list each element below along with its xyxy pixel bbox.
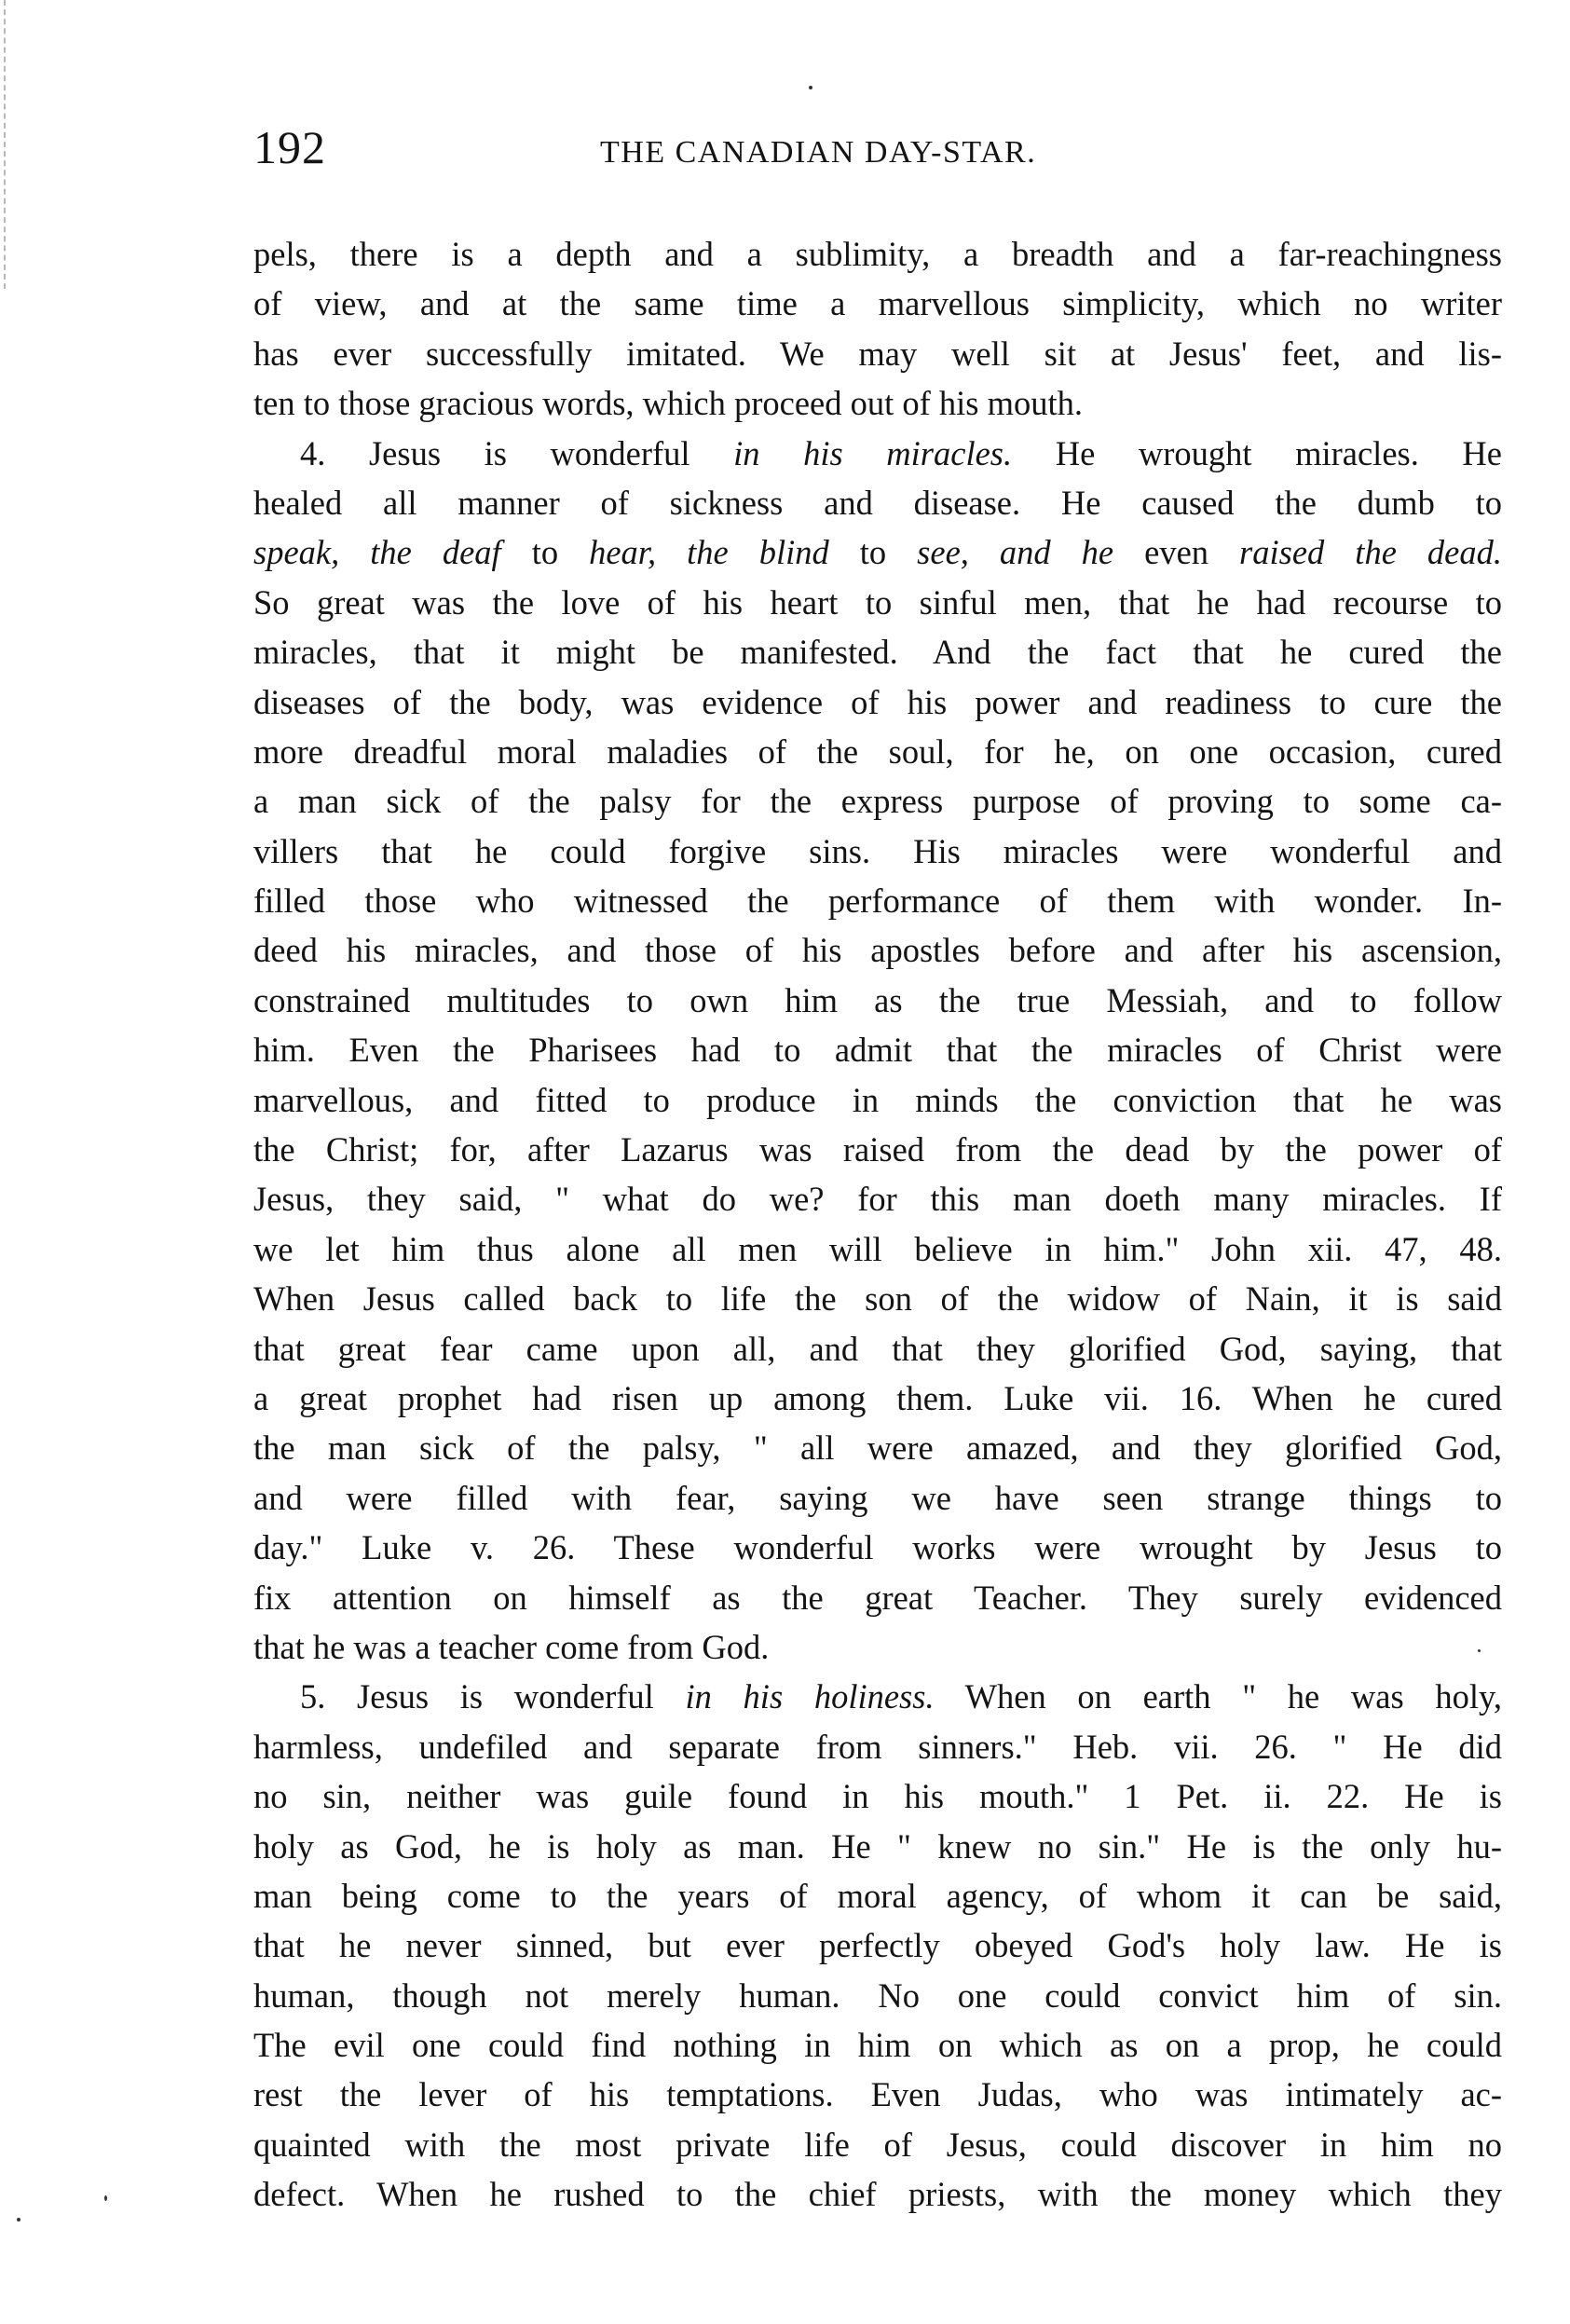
- text-line: When Jesus called back to life the son of the widow of Nain, it is said: [253, 1279, 1502, 1319]
- page-number: 192: [253, 121, 326, 173]
- text-line: marvellous, and fitted to produce in minds the conviction that he was: [253, 1080, 1502, 1119]
- text-line: filled those who witnessed the performance of them with wonder. In-: [253, 882, 1502, 921]
- text-line: him. Even the Pharisees had to admit that the miracles of Christ were: [253, 1031, 1502, 1070]
- emphasis-text: hear, the blind: [589, 533, 829, 572]
- text-line: human, though not merely human. No one could convict him of sin.: [253, 1975, 1502, 2015]
- text-line-with-emphasis: [253, 1672, 1502, 1721]
- text-line: a great prophet had risen up among them. Luke vii. 16. When he cured: [253, 1378, 1502, 1417]
- scan-margin-rule: [4, 0, 8, 289]
- text-line: the Christ; for, after Lazarus was raised from the dead by the power of: [253, 1130, 1502, 1169]
- text-line: villers that he could forgive sins. His miracles were wonderful and: [253, 831, 1502, 870]
- emphasis-text: speak, the deaf: [253, 533, 501, 572]
- text-line: has ever successfully imitated. We may well sit at Jesus' feet, and lis-: [253, 334, 1502, 373]
- text-line: we let him thus alone all men will believe in him." John xii. 47, 48.: [253, 1229, 1502, 1268]
- text-line: The evil one could find nothing in him on which as on a prop, he could: [253, 2026, 1502, 2065]
- text-line: and were filled with fear, saying we have seen strange things to: [253, 1478, 1502, 1517]
- text-line: no sin, neither was guile found in his mouth." 1 Pet. ii. 22. He is: [253, 1777, 1502, 1816]
- emphasis-holiness: in his holiness.: [685, 1677, 935, 1716]
- running-title: THE CANADIAN DAY-STAR.: [600, 135, 1037, 170]
- scan-speck: [104, 2195, 107, 2201]
- scan-speck: [809, 86, 812, 89]
- text-line: that he was a teacher come from God.: [253, 1627, 770, 1666]
- paragraph-lead-rest: He wrought miracles. He: [1012, 433, 1502, 472]
- running-header: [253, 119, 1502, 185]
- text-line: man being come to the years of moral agency, of whom it can be said,: [253, 1876, 1502, 1915]
- scan-speck: [17, 2218, 20, 2221]
- text-line: quainted with the most private life of Jesus, could discover in him no: [253, 2125, 1502, 2164]
- paragraph-lead: 5. Jesus is wonderful: [300, 1677, 686, 1716]
- emphasis-text: raised the dead.: [1239, 533, 1502, 572]
- text-line-with-emphasis: [253, 429, 1502, 478]
- text-line: ten to those gracious words, which proceed out of his mouth.: [253, 384, 1084, 423]
- paragraph-lead: 4. Jesus is wonderful: [300, 433, 734, 472]
- text-line: pels, there is a depth and a sublimity, a breadth and a far-reachingness: [253, 235, 1502, 273]
- text-line: of view, and at the same time a marvellous simplicity, which no writer: [253, 284, 1502, 323]
- text-line: that he never sinned, but ever perfectly obeyed God's holy law. He is: [253, 1926, 1502, 1965]
- text-line: more dreadful moral maladies of the soul, for he, on one occasion, cured: [253, 731, 1502, 771]
- emphasis-miracles: in his miracles.: [733, 433, 1013, 472]
- plain-text: to: [500, 533, 590, 572]
- text-line: fix attention on himself as the great Teacher. They surely evidenced: [253, 1578, 1502, 1617]
- text-line: constrained multitudes to own him as the true Messiah, and to follow: [253, 980, 1502, 1019]
- text-line-with-emphasis: [253, 527, 1502, 577]
- text-line: rest the lever of his temptations. Even Judas, who was intimately ac-: [253, 2075, 1502, 2114]
- body-text: [253, 229, 1502, 2220]
- text-line: day." Luke v. 26. These wonderful works were wrought by Jesus to: [253, 1528, 1502, 1567]
- text-line: diseases of the body, was evidence of his power and readiness to cure the: [253, 682, 1502, 721]
- text-line: harmless, undefiled and separate from sinners." Heb. vii. 26. " He did: [253, 1727, 1502, 1766]
- text-line: defect. When he rushed to the chief priests, with the money which they: [253, 2175, 1502, 2214]
- plain-text: to: [828, 533, 918, 572]
- text-line: that great fear came upon all, and that they glorified God, saying, that: [253, 1329, 1502, 1368]
- paragraph-lead-rest: When on earth " he was holy,: [934, 1677, 1502, 1716]
- emphasis-text: see, and he: [917, 533, 1114, 572]
- text-line: a man sick of the palsy for the express purpose of proving to some ca-: [253, 782, 1502, 821]
- text-line: miracles, that it might be manifested. And the fact that he cured the: [253, 633, 1502, 672]
- text-line: the man sick of the palsy, " all were amazed, and they glorified God,: [253, 1429, 1502, 1468]
- text-line: healed all manner of sickness and disease. He caused the dumb to: [253, 483, 1502, 522]
- text-line: So great was the love of his heart to sinful men, that he had recourse to: [253, 582, 1502, 622]
- text-line: Jesus, they said, " what do we? for this man doeth many miracles. If: [253, 1180, 1502, 1219]
- text-line: holy as God, he is holy as man. He " knew no sin." He is the only hu-: [253, 1826, 1502, 1866]
- text-line: deed his miracles, and those of his apostles before and after his ascension,: [253, 931, 1502, 970]
- plain-text: even: [1113, 533, 1240, 572]
